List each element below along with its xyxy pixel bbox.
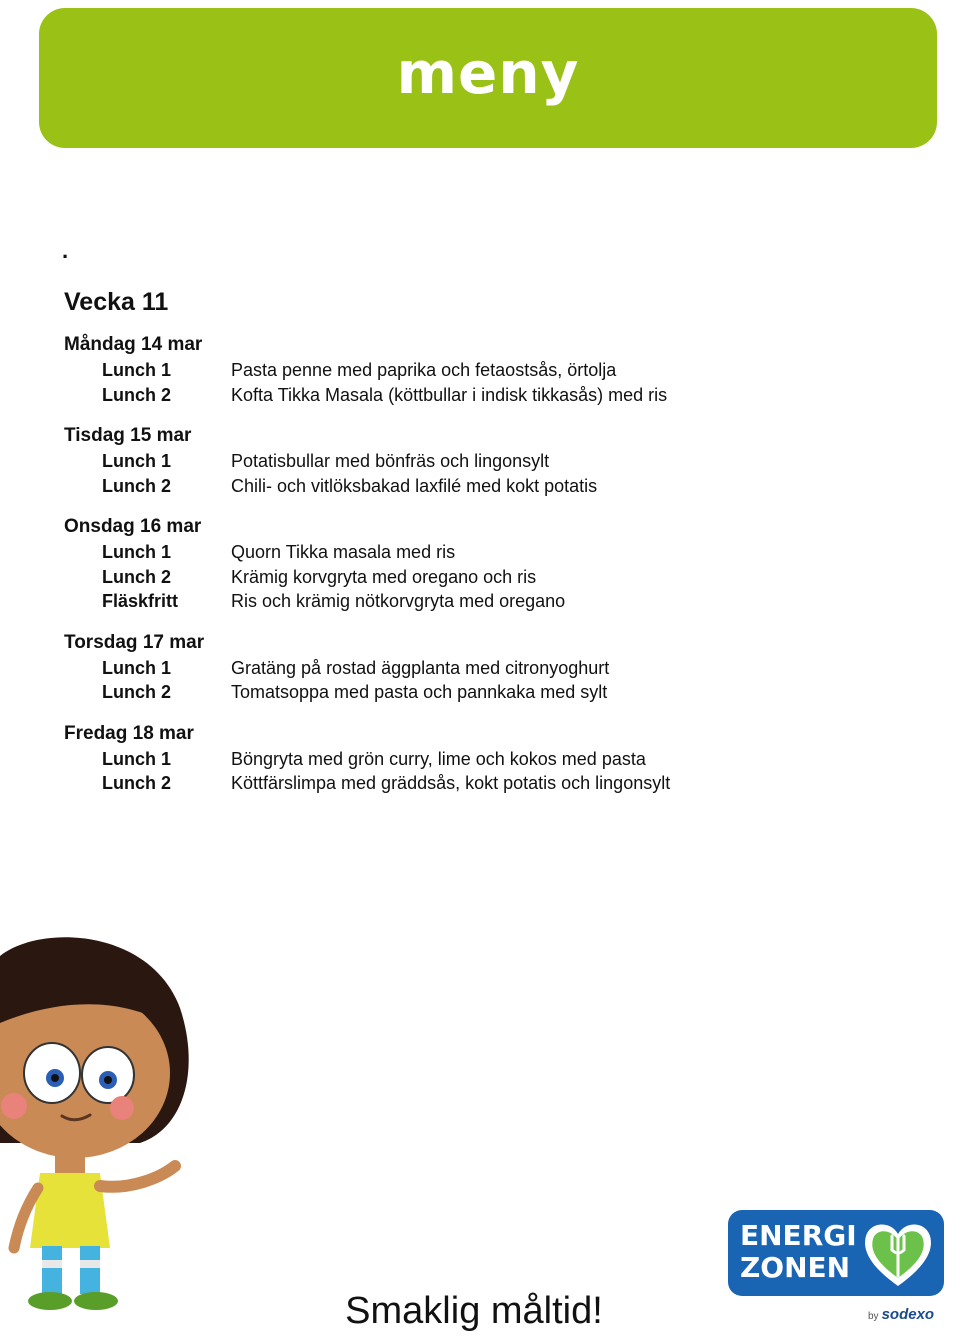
menu-row [64, 540, 924, 565]
dish-text: Tomatsoppa med pasta och pannkaka med sylt [231, 682, 608, 702]
logo-text [740, 1220, 857, 1284]
dish-text: Pasta penne med paprika och fetaostsås, örtolja [231, 360, 617, 380]
day-name: Måndag 14 mar [64, 334, 203, 355]
meal-label: Lunch 2 [102, 384, 172, 405]
sodexo-brand: sodexo [881, 1306, 935, 1323]
menu-row [64, 358, 924, 383]
menu-row [64, 771, 924, 796]
closing-message: Smaklig måltid! [345, 1290, 603, 1332]
meal-label: Lunch 1 [102, 748, 172, 769]
menu-list [64, 331, 924, 811]
day-block [64, 513, 924, 614]
dish-text: Krämig korvgryta med oregano och ris [231, 566, 537, 587]
meal-label: Lunch 2 [102, 773, 172, 793]
day-block [64, 629, 924, 705]
dish-text: Chili- och vitlöksbakad laxfilé med kokt potatis [231, 475, 598, 496]
heart-fork-icon [860, 1216, 936, 1292]
meal-label: Lunch 2 [102, 475, 172, 496]
meal-label: Fläskfritt [102, 591, 179, 611]
dish-text: Quorn Tikka masala med ris [231, 542, 456, 562]
day-name: Fredag 18 mar [64, 722, 194, 744]
menu-row [64, 680, 924, 705]
meal-label: Lunch 1 [102, 657, 172, 678]
logo-line-1: ENERGI [740, 1219, 857, 1252]
day-block [64, 331, 924, 407]
meal-label: Lunch 2 [102, 682, 172, 702]
energi-zonen-logo [728, 1210, 944, 1296]
cartoon-girl-illustration [0, 928, 200, 1318]
dish-text: Ris och krämig nötkorvgryta med oregano [231, 591, 566, 611]
byline-by: by [868, 1311, 879, 1322]
banner-title: meny [396, 39, 580, 107]
menu-row [64, 656, 924, 681]
menu-row [64, 747, 924, 772]
logo-line-2: ZONEN [740, 1251, 851, 1284]
menu-row [64, 449, 924, 474]
menu-row [64, 383, 924, 408]
dish-text: Potatisbullar med bönfräs och lingonsylt [231, 451, 550, 471]
day-block [64, 720, 924, 796]
meal-label: Lunch 1 [102, 451, 172, 471]
dish-text: Kofta Tikka Masala (köttbullar i indisk tikkasås) med ris [231, 384, 668, 405]
day-name: Torsdag 17 mar [64, 631, 205, 653]
meal-label: Lunch 2 [102, 566, 172, 587]
day-name: Tisdag 15 mar [64, 425, 192, 446]
menu-row [64, 474, 924, 499]
dish-text: Böngryta med grön curry, lime och kokos med pasta [231, 748, 646, 769]
header-banner [39, 8, 937, 148]
meal-label: Lunch 1 [102, 360, 172, 380]
dish-text: Köttfärslimpa med gräddsås, kokt potatis och lingonsylt [231, 773, 671, 793]
day-block [64, 422, 924, 498]
dish-text: Gratäng på rostad äggplanta med citronyoghurt [231, 657, 610, 678]
meal-label: Lunch 1 [102, 542, 172, 562]
day-name: Onsdag 16 mar [64, 516, 202, 537]
bullet-mark: . [62, 238, 69, 263]
week-title: Vecka 11 [64, 288, 169, 316]
menu-row [64, 565, 924, 590]
menu-row [64, 589, 924, 614]
